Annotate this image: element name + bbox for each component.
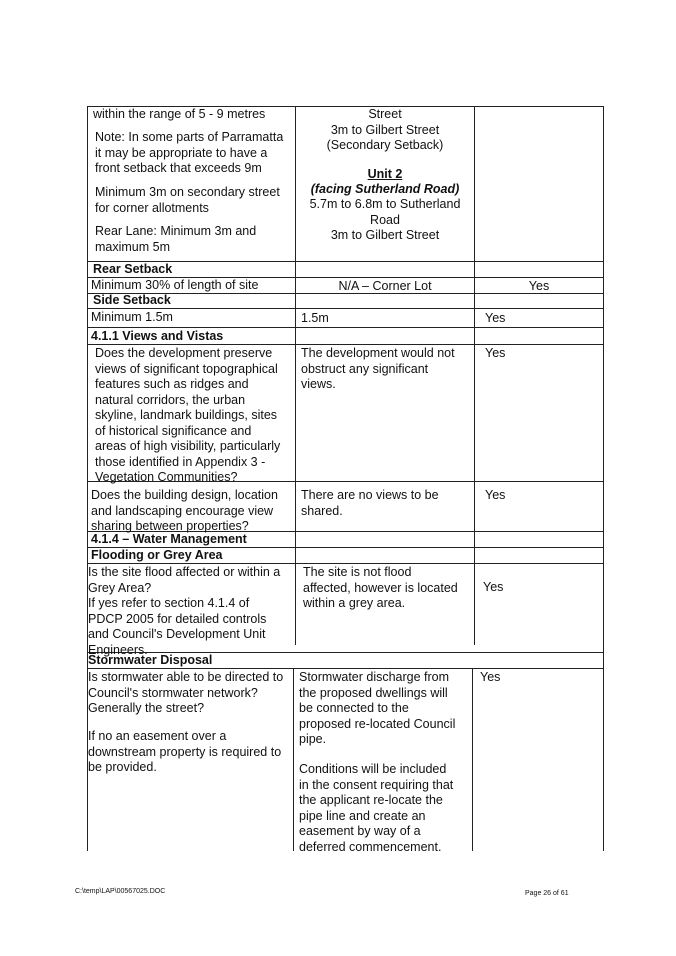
rear-setback-requirement: Minimum 30% of length of site bbox=[91, 278, 259, 292]
flooding-question: Is the site flood affected or within a Grey Area? If yes refer to section 4.1.4 of PDCP 2005 for detailed controls and Council's Development Unit Engineers. bbox=[88, 565, 281, 657]
front-setback-note: Note: In some parts of Parramatta it may be appropriate to have a front setback that exceeds 9m bbox=[95, 130, 284, 175]
proposal-unit-2-setbacks: 5.7m to 6.8m to Sutherland Road 3m to Gilbert Street bbox=[309, 197, 461, 242]
rear-setback-heading: Rear Setback bbox=[93, 262, 173, 276]
table-divider-1b bbox=[293, 669, 294, 851]
flooding-complies: Yes bbox=[483, 580, 504, 594]
flooding-heading: Flooding or Grey Area bbox=[91, 548, 223, 562]
rear-setback-complies: Yes bbox=[528, 279, 550, 293]
front-setback-range: within the range of 5 - 9 metres bbox=[93, 107, 266, 121]
unit-2-heading: Unit 2 bbox=[367, 167, 403, 181]
secondary-street-requirement: Minimum 3m on secondary street for corner allotments bbox=[95, 185, 280, 215]
unit-2-facing: (facing Sutherland Road) bbox=[310, 182, 460, 196]
views-complies-2: Yes bbox=[485, 488, 506, 502]
views-complies-1: Yes bbox=[485, 346, 506, 360]
water-management-heading: 4.1.4 – Water Management bbox=[91, 532, 247, 546]
side-setback-complies: Yes bbox=[485, 311, 506, 325]
row-line bbox=[87, 563, 604, 564]
views-answer-1: The development would not obstruct any significant views. bbox=[301, 346, 455, 391]
stormwater-conditions: Conditions will be included in the consent requiring that the applicant re-locate the pipe line and create an easement by way of a deferred commencement. bbox=[299, 762, 454, 854]
stormwater-easement-requirement: If no an easement over a downstream property is required to be provided. bbox=[88, 729, 282, 774]
stormwater-answer: Stormwater discharge from the proposed dwellings will be connected to the proposed re-located Council pipe. bbox=[299, 670, 456, 746]
side-setback-requirement: Minimum 1.5m bbox=[91, 310, 173, 324]
footer-file-path: C:\temp\LAP\00567025.DOC bbox=[75, 888, 166, 895]
table-divider-2b bbox=[472, 669, 473, 851]
footer-page-number: Page 26 of 61 bbox=[525, 890, 569, 897]
views-question-2: Does the building design, location and landscaping encourage view sharing between properties? bbox=[91, 488, 278, 533]
row-line bbox=[87, 668, 604, 669]
row-line bbox=[87, 344, 604, 345]
table-divider-2 bbox=[474, 106, 475, 645]
rear-setback-proposal: N/A – Corner Lot bbox=[338, 279, 432, 293]
stormwater-heading: Stormwater Disposal bbox=[88, 653, 213, 667]
row-line bbox=[87, 308, 604, 309]
rear-lane-requirement: Rear Lane: Minimum 3m and maximum 5m bbox=[95, 224, 257, 254]
stormwater-complies: Yes bbox=[480, 670, 501, 684]
side-setback-proposal: 1.5m bbox=[301, 311, 329, 325]
views-vistas-heading: 4.1.1 Views and Vistas bbox=[91, 329, 224, 343]
flooding-answer: The site is not flood affected, however is located within a grey area. bbox=[303, 565, 458, 610]
table-right-border bbox=[603, 106, 604, 851]
views-answer-2: There are no views to be shared. bbox=[301, 488, 439, 518]
stormwater-question: Is stormwater able to be directed to Council's stormwater network? Generally the street? bbox=[88, 670, 284, 715]
side-setback-heading: Side Setback bbox=[93, 293, 171, 307]
row-line bbox=[87, 327, 604, 328]
proposal-unit-1-setbacks: Street 3m to Gilbert Street (Secondary Setback) bbox=[326, 107, 444, 152]
views-question-1: Does the development preserve views of significant topographical features such as ridges and natural corridors, the urban skyline, landmark buildings, sites of historical significance and areas of high visibility, particularly those identified in Appendix 3 - Vegetation Communities? bbox=[95, 346, 281, 484]
